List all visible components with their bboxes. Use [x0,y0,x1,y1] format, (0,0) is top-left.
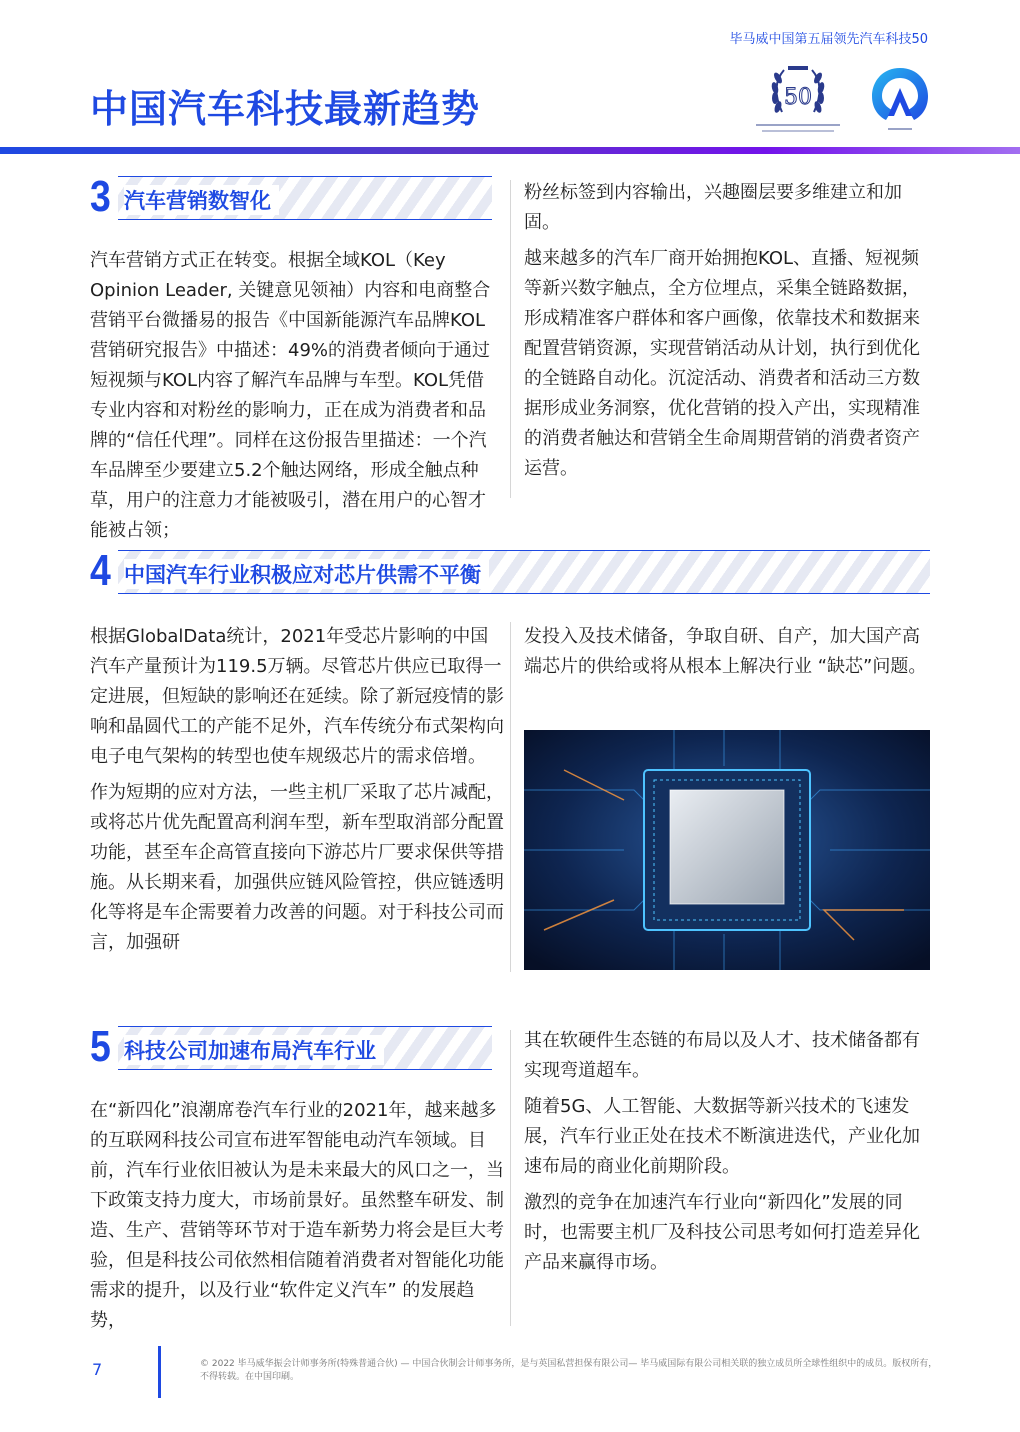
paragraph: 作为短期的应对方法，一些主机厂采取了芯片减配，或将芯片优先配置高利润车型，新车型取消部分配置功能，甚至车企高管直接向下游芯片厂要求保供等措施。从长期来看，加强供应链风险管控，供应链透明化等将是车企需要着力改善的问题。对于科技公司而言，加强研 [90,782,504,953]
paragraph: 粉丝标签到内容输出，兴趣圈层要多维建立和加固。 [524,182,902,233]
section-band [118,1026,492,1070]
section-number: 5 [90,1022,111,1071]
footer-rule [158,1346,161,1398]
paragraph: 汽车营销方式正在转变。根据全域KOL（Key Opinion Leader, 关键意见领袖）内容和电商整合营销平台微播易的报告《中国新能源汽车品牌KOL营销研究报告》中描述：49%的消费者倾向于通过短视频与KOL内容了解汽车品牌与车型。KOL凭借专业内容和对粉丝的影响力，正在成为消费者和品牌的“信任代理”。同样在这份报告里描述：一个汽车品牌至少要建立5.2个触达网络，形成全触点种草，用户的注意力才能被吸引，潜在用户的心智才能被占领； [90,250,491,541]
section-number: 4 [90,546,111,595]
footer-copyright: © 2022 毕马威华振会计师事务所(特殊普通合伙) — 中国合伙制会计师事务所，是与英国私营担保有限公司— 毕马威国际有限公司相关联的独立成员所全球性组织中的成员。版权所有，不得转载。在中国印刷。 [200,1359,938,1382]
section-heading [90,546,930,598]
section-band [118,550,930,594]
section-band [118,176,492,220]
paragraph: 随着5G、人工智能、大数据等新兴技术的飞速发展，汽车行业正处在技术不断演进迭代，产业化加速布局的商业化前期阶段。 [524,1096,920,1177]
section-body-right [524,1026,934,1284]
page-number: 7 [92,1360,103,1379]
section-number: 3 [90,172,111,221]
section-heading [90,172,494,224]
paragraph: 在“新四化”浪潮席卷汽车行业的2021年，越来越多的互联网科技公司宣布进军智能电动汽车领域。目前，汽车行业依旧被认为是未来最大的风口之一，当下政策支持力度大，市场前景好。虽然整车研发、制造、生产、营销等环节对于造车新势力将会是巨大考验，但是科技公司依然相信随着消费者对智能化功能需求的提升，以及行业“软件定义汽车” 的发展趋势， [90,1100,504,1331]
section-title: 汽车营销数智化 [124,185,279,215]
paragraph: 激烈的竞争在加速汽车行业向“新四化”发展的同时，也需要主机厂及科技公司思考如何打造差异化产品来赢得市场。 [524,1192,920,1273]
section-body-left [90,622,504,964]
top-note: 毕马威中国第五届领先汽车科技50 [729,32,928,47]
app-logo-icon [868,64,932,136]
section-title: 科技公司加速布局汽车行业 [124,1035,384,1065]
column-divider [510,1030,511,1326]
section-title: 中国汽车行业积极应对芯片供需不平衡 [124,559,489,589]
svg-text:50: 50 [784,85,812,110]
section-body-left [90,246,502,552]
section-heading [90,1022,494,1074]
section-body-left [90,1096,504,1342]
column-divider [510,622,511,972]
section-body-right [524,178,934,490]
page-title: 中国汽车科技最新趋势 [90,87,481,131]
column-divider [510,180,511,498]
paragraph: 越来越多的汽车厂商开始拥抱KOL、直播、短视频等新兴数字触点，全方位埋点，采集全链路数据，形成精准客户群体和客户画像，依靠技术和数据来配置营销资源，实现营销活动从计划，执行到优化的全链路自动化。沉淀活动、消费者和活动三方数据形成业务洞察，优化营销的投入产出，实现精准的消费者触达和营销全生命周期营销的消费者资产运营。 [524,248,920,479]
header-gradient-bar [0,147,1020,154]
chip-photo [524,730,930,970]
paragraph: 根据GlobalData统计，2021年受芯片影响的中国汽车产量预计为119.5万辆。尽管芯片供应已取得一定进展，但短缺的影响还在延续。除了新冠疫情的影响和晶圆代工的产能不足外，汽车传统分布式架构向电子电气架构的转型也使车规级芯片的需求倍增。 [90,626,504,767]
section-body-right [524,622,934,688]
laurel-emblem-icon [748,60,848,140]
paragraph: 发投入及技术储备，争取自研、自产，加大国产高端芯片的供给或将从根本上解决行业 “缺芯”问题。 [524,626,927,677]
paragraph: 其在软硬件生态链的布局以及人才、技术储备都有实现弯道超车。 [524,1030,920,1081]
